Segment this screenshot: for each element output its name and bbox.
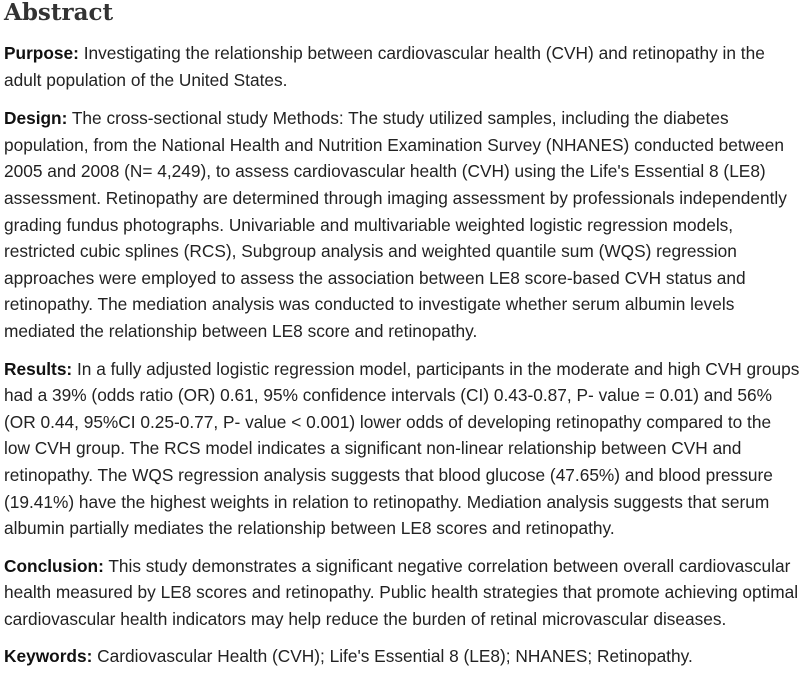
results-label: Results:	[4, 358, 73, 379]
purpose-text: Investigating the relationship between cardiovascular health (CVH) and retinopathy in the adult population of the United States.	[4, 43, 765, 90]
purpose-label: Purpose:	[4, 43, 79, 63]
design-paragraph	[4, 105, 801, 344]
purpose-paragraph	[4, 40, 801, 93]
keywords-paragraph	[4, 643, 801, 670]
design-text: The cross-sectional study Methods: The study utilized samples, including the diabetes population, from the National Health and Nutrition Examination Survey (NHANES) conducted between 2005 and 2008 (N= 4,249), to assess cardiovascular health (CVH) using the Life's Essential 8 (LE8) assessment. Retinopathy are determined through imaging assessment by professionals independently grading fundus photographs. Univariable and multivariable weighted logistic regression models, restricted cubic splines (RCS), Subgroup analysis and weighted quantile sum (WQS) regression approaches were employed to assess the association between LE8 score-based CVH status and retinopathy. The mediation analysis was conducted to investigate whether serum albumin levels mediated the relationship between LE8 score and retinopathy.	[4, 108, 787, 341]
results-text: In a fully adjusted logistic regression model, participants in the moderate and high CVH groups had a 39% (odds ratio (OR) 0.61, 95% confidence intervals (CI) 0.43-0.87, P- value = 0.01) and 56% (OR 0.44, 95%CI 0.25-0.77, P- value < 0.001) lower odds of developing retinopathy compared to the low CVH group. The RCS model indicates a significant non-linear relationship between CVH and retinopathy. The WQS regression analysis suggests that blood glucose (47.65%) and blood pressure (19.41%) have the highest weights in relation to retinopathy. Mediation analysis suggests that serum albumin partially mediates the relationship between LE8 scores and retinopathy.	[4, 358, 800, 539]
abstract-section	[4, 0, 801, 670]
keywords-label: Keywords:	[4, 646, 93, 667]
keywords-text: Cardiovascular Health (CVH); Life's Essential 8 (LE8); NHANES; Retinopathy.	[97, 646, 693, 667]
conclusion-label: Conclusion:	[4, 555, 104, 576]
results-paragraph	[4, 356, 801, 542]
design-label: Design:	[4, 108, 68, 129]
conclusion-text: This study demonstrates a significant negative correlation between overall cardiovascular health measured by LE8 scores and retinopathy. Public health strategies that promote achieving optimal cardiovascular health indicators may help reduce the burden of retinal microvascular diseases.	[4, 555, 799, 629]
abstract-heading: Abstract	[4, 0, 114, 26]
conclusion-paragraph	[4, 553, 801, 633]
